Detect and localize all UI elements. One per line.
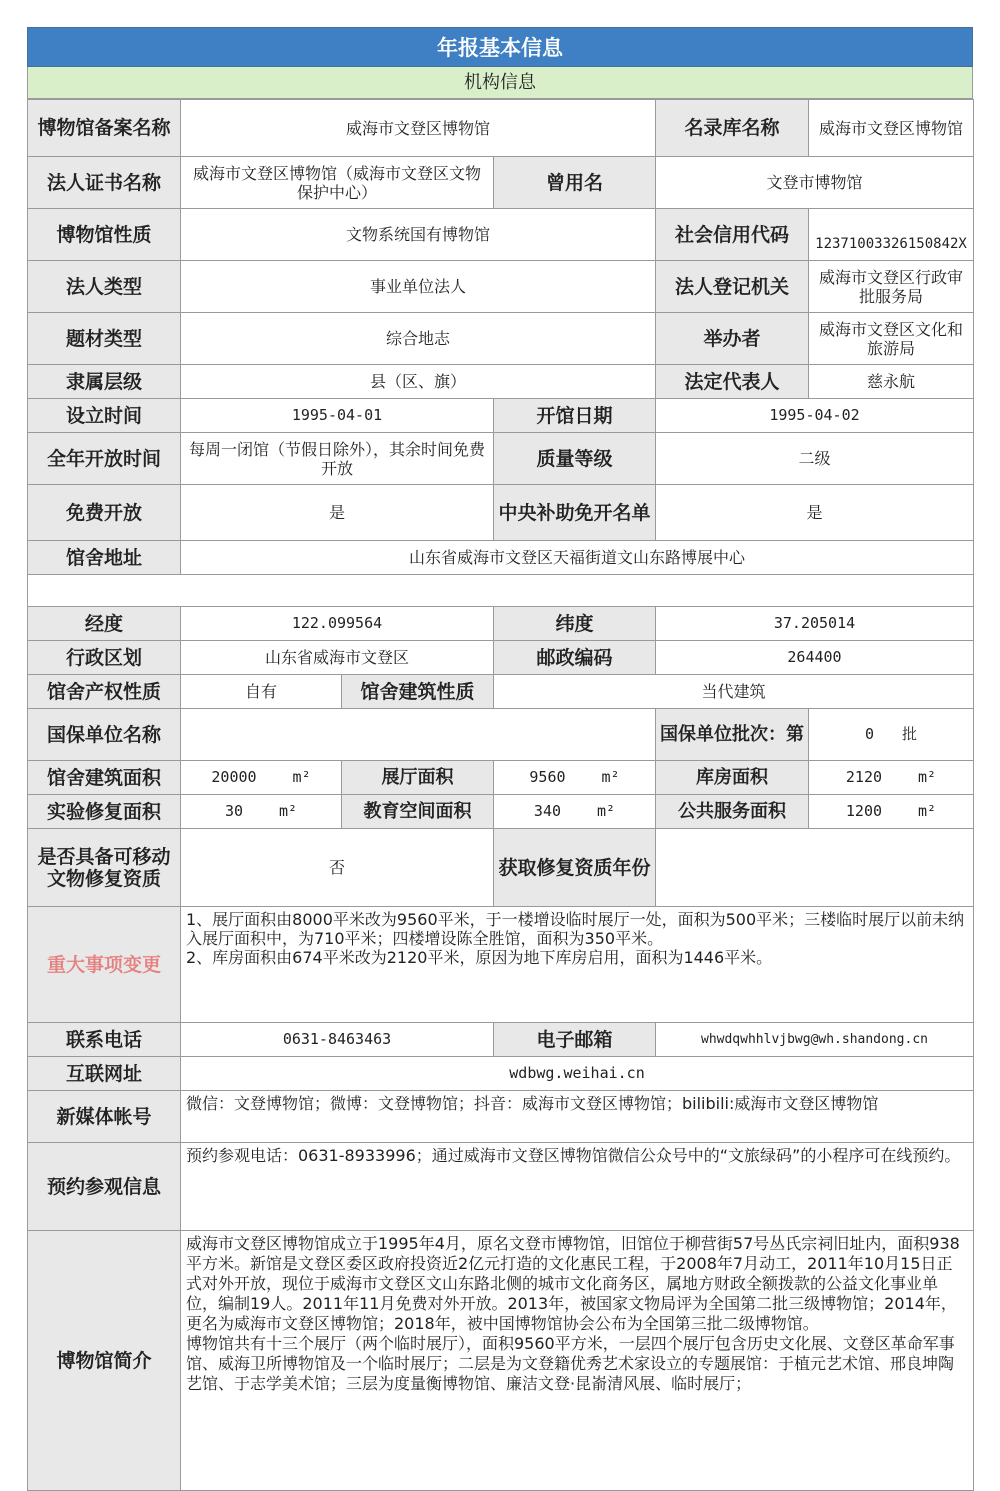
label-building-area: 馆舍建筑面积 [28, 761, 181, 795]
value-address: 山东省威海市文登区天福街道文山东路博展中心 [181, 541, 974, 575]
label-opened: 开馆日期 [494, 399, 656, 433]
label-theme-type: 题材类型 [28, 313, 181, 365]
label-cert-name: 法人证书名称 [28, 157, 181, 209]
value-opened: 1995-04-02 [656, 399, 974, 433]
protected-batch-number: 0 [864, 725, 874, 743]
value-restore-qual: 否 [181, 829, 494, 907]
label-free-open: 免费开放 [28, 485, 181, 541]
label-website: 互联网址 [28, 1057, 181, 1091]
value-longitude: 122.099564 [181, 607, 494, 641]
label-district: 行政区划 [28, 641, 181, 675]
value-central-subsidy: 是 [656, 485, 974, 541]
value-phone: 0631-8463463 [181, 1023, 494, 1057]
building-area-number: 20000 [211, 768, 257, 786]
label-restore-year: 获取修复资质年份 [494, 829, 656, 907]
label-directory-name: 名录库名称 [656, 100, 809, 157]
lab-area-number: 30 [224, 802, 243, 820]
label-major-changes: 重大事项变更 [28, 907, 181, 1023]
row-property [28, 675, 974, 709]
label-building-type: 馆舍建筑性质 [342, 675, 494, 709]
value-theme-type: 综合地志 [181, 313, 656, 365]
value-district: 山东省威海市文登区 [181, 641, 494, 675]
value-latitude: 37.205014 [656, 607, 974, 641]
storage-area-unit: m² [918, 768, 937, 786]
info-table [27, 99, 974, 1491]
annual-report-form [27, 27, 973, 1491]
row-founded [28, 399, 974, 433]
value-legal-rep: 慈永航 [809, 365, 974, 399]
label-protected-unit: 国保单位名称 [28, 709, 181, 761]
row-legal-type [28, 261, 974, 313]
value-lab-area [181, 795, 342, 829]
row-major-changes [28, 907, 974, 1023]
value-new-media: 微信：文登博物馆；微博：文登博物馆；抖音：威海市文登区博物馆；bilibili:威海市文登区博物馆 [181, 1091, 974, 1143]
value-former-name: 文登市博物馆 [656, 157, 974, 209]
label-credit-code: 社会信用代码 [656, 209, 809, 261]
value-cert-name: 威海市文登区博物馆（威海市文登区文物保护中心） [181, 157, 494, 209]
label-email: 电子邮箱 [494, 1023, 656, 1057]
value-admin-level: 县（区、旗） [181, 365, 656, 399]
value-founded: 1995-04-01 [181, 399, 494, 433]
row-areas-2 [28, 795, 974, 829]
label-property: 馆舍产权性质 [28, 675, 181, 709]
value-restore-year [656, 829, 974, 907]
label-organizer: 举办者 [656, 313, 809, 365]
label-museum-nature: 博物馆性质 [28, 209, 181, 261]
edu-area-unit: m² [597, 802, 616, 820]
row-intro [28, 1231, 974, 1491]
protected-batch-unit: 批 [902, 725, 918, 743]
edu-area-number: 340 [533, 802, 562, 820]
value-open-hours: 每周一闭馆（节假日除外），其余时间免费开放 [181, 433, 494, 485]
page-title: 年报基本信息 [27, 27, 973, 67]
row-address [28, 541, 974, 575]
value-hall-area [494, 761, 656, 795]
hall-area-unit: m² [601, 768, 620, 786]
row-protected-unit [28, 709, 974, 761]
row-areas-1 [28, 761, 974, 795]
section-title: 机构信息 [27, 67, 973, 99]
value-email: whwdqwhhlvjbwg@wh.shandong.cn [656, 1023, 974, 1057]
row-admin-level [28, 365, 974, 399]
row-new-media [28, 1091, 974, 1143]
row-website [28, 1057, 974, 1091]
value-reg-authority: 威海市文登区行政审批服务局 [809, 261, 974, 313]
label-hall-area: 展厅面积 [342, 761, 494, 795]
value-quality-grade: 二级 [656, 433, 974, 485]
lab-area-unit: m² [279, 802, 298, 820]
row-blank [28, 575, 974, 607]
row-coordinates [28, 607, 974, 641]
value-museum-nature: 文物系统国有博物馆 [181, 209, 656, 261]
label-central-subsidy: 中央补助免开名单 [494, 485, 656, 541]
label-phone: 联系电话 [28, 1023, 181, 1057]
blank-spacer [28, 575, 974, 607]
value-free-open: 是 [181, 485, 494, 541]
value-postcode: 264400 [656, 641, 974, 675]
value-building-area [181, 761, 342, 795]
label-reg-authority: 法人登记机关 [656, 261, 809, 313]
label-postcode: 邮政编码 [494, 641, 656, 675]
label-legal-type: 法人类型 [28, 261, 181, 313]
row-restore [28, 829, 974, 907]
building-area-unit: m² [292, 768, 311, 786]
value-public-area [809, 795, 974, 829]
row-museum-nature [28, 209, 974, 261]
row-theme-type [28, 313, 974, 365]
value-website: wdbwg.weihai.cn [181, 1057, 974, 1091]
storage-area-number: 2120 [845, 768, 883, 786]
label-filing-name: 博物馆备案名称 [28, 100, 181, 157]
label-quality-grade: 质量等级 [494, 433, 656, 485]
label-new-media: 新媒体帐号 [28, 1091, 181, 1143]
major-change-2: 2、库房面积由674平米改为2120平米，原因为地下库房启用，面积为1446平米。 [186, 948, 773, 967]
value-intro [181, 1231, 974, 1491]
value-legal-type: 事业单位法人 [181, 261, 656, 313]
value-major-changes [181, 907, 974, 1023]
label-public-area: 公共服务面积 [656, 795, 809, 829]
value-protected-batch [809, 709, 974, 761]
value-protected-unit [181, 709, 656, 761]
value-directory-name: 威海市文登区博物馆 [809, 100, 974, 157]
value-reservation: 预约参观电话：0631-8933996；通过威海市文登区博物馆微信公众号中的“文旅绿码”的小程序可在线预约。 [181, 1143, 974, 1231]
value-property: 自有 [181, 675, 342, 709]
intro-paragraph-1: 威海市文登区博物馆成立于1995年4月，原名文登市博物馆，旧馆位于柳营街57号丛氏宗祠旧址内，面积938平方米。新馆是文登区委区政府投资近2亿元打造的文化惠民工程，于2008年7月动工，2011年10月15日正式对外开放，现位于威海市文登区文山东路北侧的城市文化商务区，属地方财政全额拨款的公益文化事业单位，编制19人。2011年11月免费对外开放。2013年，被国家文物局评为全国第二批三级博物馆；2014年，更名为威海市文登区博物馆；2018年，被中国博物馆协会公布为全国第三批二级博物馆。 [186, 1234, 960, 1333]
label-intro: 博物馆简介 [28, 1231, 181, 1491]
label-longitude: 经度 [28, 607, 181, 641]
label-lab-area: 实验修复面积 [28, 795, 181, 829]
value-storage-area [809, 761, 974, 795]
value-credit-code: 12371003326150842X [809, 209, 974, 261]
label-admin-level: 隶属层级 [28, 365, 181, 399]
public-area-number: 1200 [845, 802, 883, 820]
label-latitude: 纬度 [494, 607, 656, 641]
row-district [28, 641, 974, 675]
row-reservation [28, 1143, 974, 1231]
value-edu-area [494, 795, 656, 829]
row-filing-name [28, 100, 974, 157]
row-cert-name [28, 157, 974, 209]
label-former-name: 曾用名 [494, 157, 656, 209]
label-address: 馆舍地址 [28, 541, 181, 575]
label-restore-qual: 是否具备可移动文物修复资质 [28, 829, 181, 907]
label-protected-batch: 国保单位批次：第 [656, 709, 809, 761]
label-legal-rep: 法定代表人 [656, 365, 809, 399]
label-founded: 设立时间 [28, 399, 181, 433]
row-contact [28, 1023, 974, 1057]
major-change-1: 1、展厅面积由8000平米改为9560平米，于一楼增设临时展厅一处，面积为500平米；三楼临时展厅以前未纳入展厅面积中，为710平米；四楼增设陈全胜馆，面积为350平米。 [186, 910, 965, 948]
row-open-hours [28, 433, 974, 485]
row-free-open [28, 485, 974, 541]
value-organizer: 威海市文登区文化和旅游局 [809, 313, 974, 365]
intro-paragraph-2: 博物馆共有十三个展厅（两个临时展厅），面积9560平方米，一层四个展厅包含历史文化展、文登区革命军事馆、威海卫所博物馆及一个临时展厅；二层是为文登籍优秀艺术家设立的专题展馆：于植元艺术馆、邢良坤陶艺馆、于志学美术馆；三层为度量衡博物馆、廉洁文登·昆嵛清风展、临时展厅； [186, 1334, 955, 1393]
value-filing-name: 威海市文登区博物馆 [181, 100, 656, 157]
value-building-type: 当代建筑 [494, 675, 974, 709]
public-area-unit: m² [918, 802, 937, 820]
label-open-hours: 全年开放时间 [28, 433, 181, 485]
label-storage-area: 库房面积 [656, 761, 809, 795]
hall-area-number: 9560 [529, 768, 566, 786]
label-edu-area: 教育空间面积 [342, 795, 494, 829]
label-reservation: 预约参观信息 [28, 1143, 181, 1231]
